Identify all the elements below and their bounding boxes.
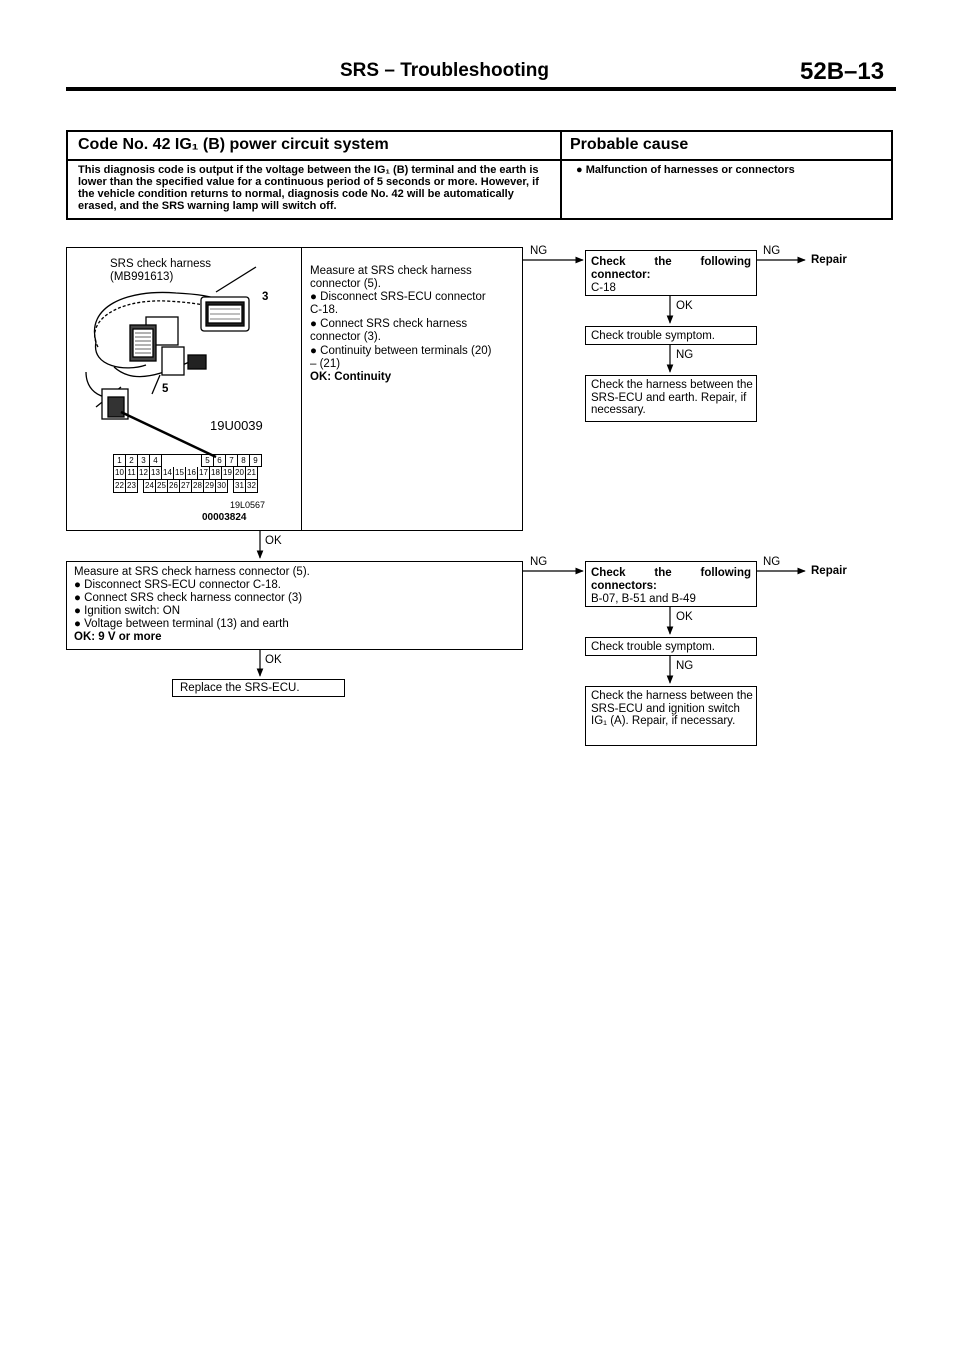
ng-label: NG <box>676 349 694 361</box>
branch2-check-detail: B-07, B-51 and B-49 <box>591 593 696 605</box>
cause-title: Probable cause <box>570 136 689 153</box>
repair-label: Repair <box>811 254 847 266</box>
ng-label: NG <box>763 245 781 257</box>
pin-cell: 6 <box>214 454 226 467</box>
pin-cell: 5 <box>201 454 214 467</box>
branch1-check-title: Check the following connector: <box>591 256 751 281</box>
pin-cell: 28 <box>192 480 204 493</box>
pin-cell: 11 <box>126 467 138 480</box>
step2-line: OK: 9 V or more <box>74 631 162 643</box>
ng-label: NG <box>530 245 548 257</box>
step1-line: C-18. <box>310 304 339 316</box>
pin-cell: 17 <box>198 467 210 480</box>
step2-line: ● Ignition switch: ON <box>74 605 181 617</box>
pin-cell: 29 <box>204 480 216 493</box>
branch2-harness: Check the harness between the SRS-ECU and ignition switch IG₁ (A). Repair, if necessary. <box>591 690 753 727</box>
pin-cell: 2 <box>126 454 138 467</box>
code-description: This diagnosis code is output if the voltage between the IG₁ (B) terminal and the earth is lower than the specified value for a continuous period of 5 seconds or more. However, if the vehicle condition returns to normal, diagnosis code No. 42 will be automatically erased, and the SRS warning lamp will switch off. <box>78 164 539 212</box>
step1-line: ● Connect SRS check harness <box>310 318 468 330</box>
pin-cell: 21 <box>246 467 258 480</box>
branch1-symptom: Check trouble symptom. <box>591 330 715 342</box>
pin-cell: 19 <box>222 467 234 480</box>
pin-cell: 27 <box>180 480 192 493</box>
ok-label: OK <box>265 535 282 547</box>
step2-line: ● Voltage between terminal (13) and earth <box>74 618 289 630</box>
pin-cell: 23 <box>126 480 138 493</box>
ng-label: NG <box>530 556 548 568</box>
pin-cell: 24 <box>143 480 156 493</box>
step2-line: ● Disconnect SRS-ECU connector C-18. <box>74 579 281 591</box>
ok-label: OK <box>265 654 282 666</box>
branch1-harness: Check the harness between the SRS-ECU and earth. Repair, if necessary. <box>591 379 753 416</box>
pin-cell: 30 <box>216 480 228 493</box>
doc-code: 00003824 <box>202 512 247 523</box>
pin-cell: 10 <box>113 467 126 480</box>
pin-cell: 4 <box>150 454 162 467</box>
pin-cell: 7 <box>226 454 238 467</box>
pin-cell: 32 <box>246 480 258 493</box>
figure-code: 19U0039 <box>210 418 263 433</box>
step2-line: ● Connect SRS check harness connector (3) <box>74 592 303 604</box>
pin-cell: 3 <box>138 454 150 467</box>
pin-cell: 14 <box>162 467 174 480</box>
pin-cell: 22 <box>113 480 126 493</box>
step1-line: connector (3). <box>310 331 381 343</box>
ng-label: NG <box>763 556 781 568</box>
ok-label: OK <box>676 300 693 312</box>
step1-line: OK: Continuity <box>310 371 392 383</box>
step1-line: ● Continuity between terminals (20) <box>310 345 492 357</box>
pin-cell: 1 <box>113 454 126 467</box>
pin-cell: 8 <box>238 454 250 467</box>
step1-line: ● Disconnect SRS-ECU connector <box>310 291 486 303</box>
pin-cell: 12 <box>138 467 150 480</box>
repair-label: Repair <box>811 565 847 577</box>
pin-cell: 16 <box>186 467 198 480</box>
branch2-check-title: Check the following connectors: <box>591 567 751 592</box>
pin-cell: 18 <box>210 467 222 480</box>
step1-line: – (21) <box>310 358 341 370</box>
page-number: 52B–13 <box>800 58 885 85</box>
replace-text: Replace the SRS-ECU. <box>180 682 300 694</box>
ng-label: NG <box>676 660 694 672</box>
branch1-check-detail: C-18 <box>591 282 616 294</box>
pin-cell: 26 <box>168 480 180 493</box>
pin-cell: 25 <box>156 480 168 493</box>
pin-cell: 15 <box>174 467 186 480</box>
probable-cause: ● Malfunction of harnesses or connectors <box>576 164 795 176</box>
connector-code: 19L0567 <box>230 500 266 510</box>
pin-cell: 31 <box>233 480 246 493</box>
step1-line: Measure at SRS check harness <box>310 265 472 277</box>
step2-line: Measure at SRS check harness connector (5). <box>74 566 310 578</box>
pin-cell: 20 <box>234 467 246 480</box>
harness-part: (MB991613) <box>110 271 174 283</box>
callout-5: 5 <box>162 383 169 395</box>
branch2-symptom: Check trouble symptom. <box>591 641 715 653</box>
page-title: SRS – Troubleshooting <box>340 60 550 81</box>
harness-title: SRS check harness <box>110 258 211 270</box>
step1-line: connector (5). <box>310 278 381 290</box>
pin-cell: 9 <box>250 454 262 467</box>
ok-label: OK <box>676 611 693 623</box>
callout-3: 3 <box>262 291 269 303</box>
pin-cell: 13 <box>150 467 162 480</box>
code-title: Code No. 42 IG₁ (B) power circuit system <box>78 136 389 153</box>
